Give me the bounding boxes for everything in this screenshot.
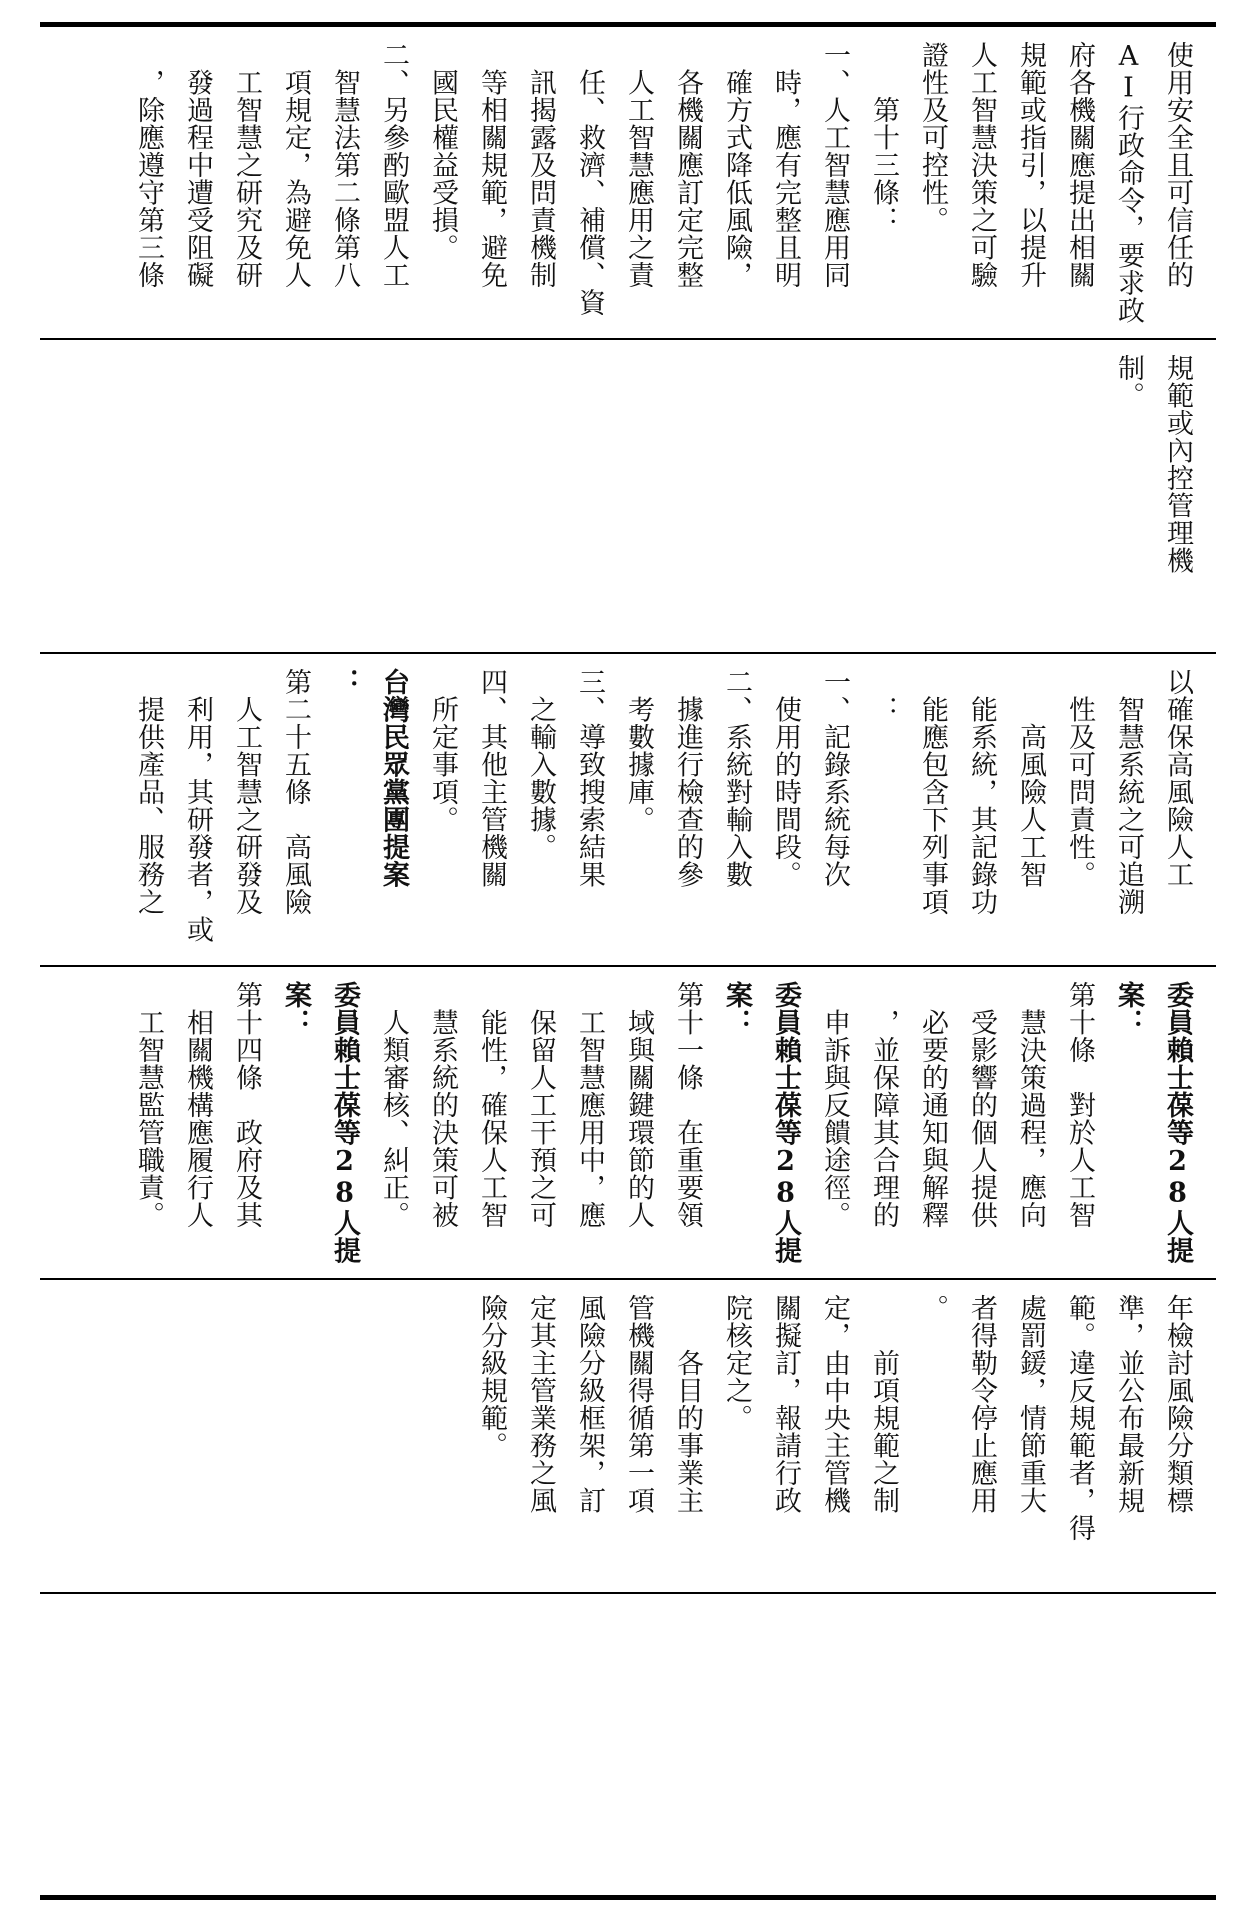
text-line: 國民權益受損。 (427, 41, 458, 261)
text-line: 委員賴士葆等28人提 (1162, 981, 1193, 1264)
text-line: 院核定之。 (721, 1294, 752, 1432)
text-line: 人工智慧決策之可驗 (966, 41, 997, 289)
row-4-text (50, 967, 1202, 1278)
text-line: 性及可問責性。 (1064, 668, 1095, 888)
text-line: 提供產品、服務之 (133, 668, 164, 916)
text-line: 任、救濟、補償、資 (574, 41, 605, 316)
text-line: 高風險人工智 (1015, 668, 1046, 888)
text-line: 一、記錄系統每次 (819, 668, 850, 888)
text-line: 工智慧應用中，應 (574, 981, 605, 1229)
bottom-border (40, 1895, 1216, 1900)
text-line: 第十條 對於人工智 (1064, 981, 1095, 1229)
text-line: 使用安全且可信任的 (1162, 41, 1193, 289)
text-line: 規範或指引，以提升 (1015, 41, 1046, 289)
text-line: 等相關規範，避免 (476, 41, 507, 289)
text-line: 關擬訂，報請行政 (770, 1294, 801, 1514)
text-line: 規範或內控管理機 (1162, 354, 1193, 574)
text-line: 發過程中遭受阻礙 (182, 41, 213, 289)
text-line: AI行政命令，要求政 (1113, 41, 1144, 324)
row-divider (40, 1592, 1216, 1594)
text-line: 三、導致搜索結果 (574, 668, 605, 888)
text-line: 時，應有完整且明 (770, 41, 801, 289)
text-line: 處罰鍰，情節重大 (1015, 1294, 1046, 1514)
text-line: 確方式降低風險， (721, 41, 752, 289)
table-row-4 (40, 967, 1216, 1278)
text-line: 年檢討風險分類標 (1162, 1294, 1193, 1514)
text-line: 人工智慧應用之責 (623, 41, 654, 289)
text-line: 工智慧監管職責。 (133, 981, 164, 1229)
text-line: 能性，確保人工智 (476, 981, 507, 1229)
text-line: 證性及可控性。 (917, 41, 948, 234)
text-line: 案： (1113, 981, 1144, 1036)
text-line: 智慧系統之可追溯 (1113, 668, 1144, 916)
text-line: 各機關應訂定完整 (672, 41, 703, 289)
row-3-text (50, 654, 1202, 965)
text-line: 慧決策過程，應向 (1015, 981, 1046, 1229)
text-line: 制。 (1113, 354, 1144, 409)
row-1-text (50, 27, 1202, 338)
text-line: 府各機關應提出相關 (1064, 41, 1095, 289)
text-line: 項規定，為避免人 (280, 41, 311, 289)
text-line: 前項規範之制 (868, 1294, 899, 1514)
text-line: ： (868, 668, 899, 723)
text-line: 慧系統的決策可被 (427, 981, 458, 1229)
text-line: ，除應遵守第三條 (133, 41, 164, 289)
text-line: 保留人工干預之可 (525, 981, 556, 1229)
text-line: 域與關鍵環節的人 (623, 981, 654, 1229)
text-line: 四、其他主管機關 (476, 668, 507, 888)
text-line: 各目的事業主 (672, 1294, 703, 1514)
text-line: 據進行檢查的參 (672, 668, 703, 888)
text-line: 所定事項。 (427, 668, 458, 833)
text-line: 第十一條 在重要領 (672, 981, 703, 1229)
text-line: 受影響的個人提供 (966, 981, 997, 1229)
text-line: 考數據庫。 (623, 668, 654, 833)
text-line: 案： (280, 981, 311, 1036)
text-line: 必要的通知與解釋 (917, 981, 948, 1229)
text-line: 第二十五條 高風險 (280, 668, 311, 916)
text-line: 台灣民眾黨團提案 (378, 668, 409, 888)
text-line: 利用，其研發者，或 (182, 668, 213, 943)
text-line: ，並保障其合理的 (868, 981, 899, 1229)
text-line: 委員賴士葆等28人提 (329, 981, 360, 1264)
row-2-text (50, 340, 1202, 652)
text-line: 以確保高風險人工 (1162, 668, 1193, 888)
text-line: 險分級規範。 (476, 1294, 507, 1459)
table-row-2 (40, 340, 1216, 652)
text-line: ： (329, 668, 360, 696)
text-line: 工智慧之研究及研 (231, 41, 262, 289)
text-line: 準，並公布最新規 (1113, 1294, 1144, 1514)
text-line: 。 (917, 1294, 948, 1322)
text-line: 第十三條： (868, 41, 899, 234)
text-line: 案： (721, 981, 752, 1036)
text-line: 者得勒令停止應用 (966, 1294, 997, 1514)
text-line: 之輸入數據。 (525, 668, 556, 861)
text-line: 訊揭露及問責機制 (525, 41, 556, 289)
text-line: 人類審核、糾正。 (378, 981, 409, 1229)
text-line: 二、系統對輸入數 (721, 668, 752, 888)
text-line: 範。違反規範者，得 (1064, 1294, 1095, 1542)
table-row-1 (40, 27, 1216, 338)
text-line: 申訴與反饋途徑。 (819, 981, 850, 1229)
text-line: 相關機構應履行人 (182, 981, 213, 1229)
row-5-text (50, 1280, 1202, 1592)
text-line: 能應包含下列事項 (917, 668, 948, 916)
text-line: 管機關得循第一項 (623, 1294, 654, 1514)
table-row-5 (40, 1280, 1216, 1592)
text-line: 智慧法第二條第八 (329, 41, 360, 289)
text-line: 二、另參酌歐盟人工 (378, 41, 409, 289)
text-line: 定，由中央主管機 (819, 1294, 850, 1514)
text-line: 一、人工智慧應用同 (819, 41, 850, 289)
text-line: 第十四條 政府及其 (231, 981, 262, 1229)
text-line: 能系統，其記錄功 (966, 668, 997, 916)
text-line: 使用的時間段。 (770, 668, 801, 888)
text-line: 人工智慧之研發及 (231, 668, 262, 916)
text-line: 定其主管業務之風 (525, 1294, 556, 1514)
text-line: 風險分級框架，訂 (574, 1294, 605, 1514)
table-row-3 (40, 654, 1216, 965)
text-line: 委員賴士葆等28人提 (770, 981, 801, 1264)
